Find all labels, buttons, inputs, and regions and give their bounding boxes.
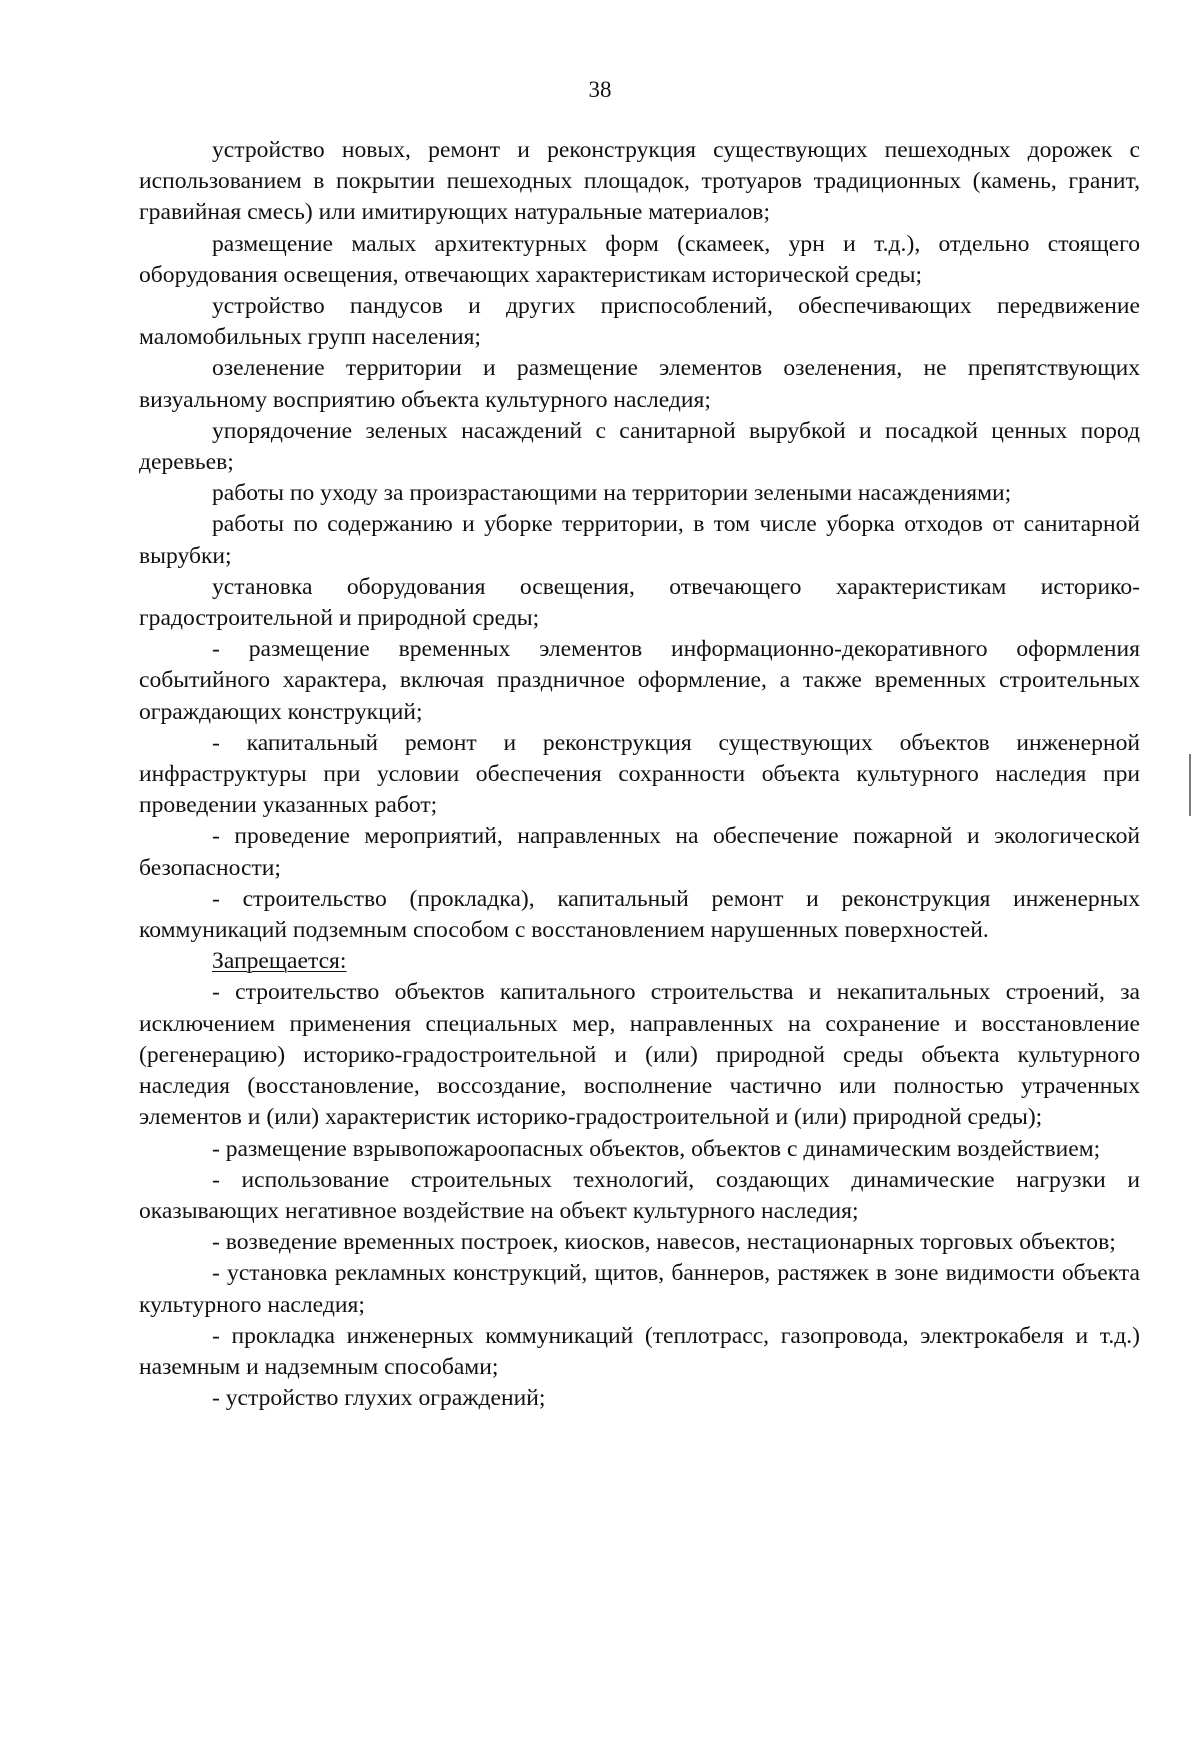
paragraph: работы по уходу за произрастающими на территории зелеными насаждениями; [212,480,1012,507]
paragraph: упорядочение зеленых насаждений с санитарной вырубкой и посадкой ценных пород деревьев; [139,417,1140,476]
list-item: - устройство глухих ограждений; [212,1385,546,1412]
paragraph: устройство пандусов и других приспособлений, обеспечивающих передвижение маломобильных групп населения; [139,293,1140,351]
scan-artifact-line [1189,754,1191,816]
list-item: - установка рекламных конструкций, щитов, баннеров, растяжек в зоне видимости объекта культурного наследия; [139,1260,1140,1318]
list-item: - проведение мероприятий, направленных на обеспечение пожарной и экологической безопасности; [139,823,1140,881]
list-item: - прокладка инженерных коммуникаций (теплотрасс, газопровода, электрокабеля и т.д.) наземным и надземным способами; [139,1322,1140,1380]
list-item: - строительство (прокладка), капитальный ремонт и реконструкция инженерных коммуникаций подземным способом с восстановлением нарушенных поверхностей. [139,885,1140,944]
paragraph: устройство новых, ремонт и реконструкция существующих пешеходных дорожек с использованием в покрытии пешеходных площадок, тротуаров традиционных (камень, гранит, гравийная смесь) или имитирующих натуральные материалов; [139,137,1140,226]
list-item: - использование строительных технологий, создающих динамические нагрузки и оказывающих негативное воздействие на объект культурного наследия; [139,1166,1140,1224]
list-item: - размещение взрывопожароопасных объектов, объектов с динамическим воздействием; [212,1135,1101,1162]
prohibited-heading-text: Запрещается: [212,948,347,975]
paragraph: работы по содержанию и уборке территории, в том числе уборка отходов от санитарной вырубки; [139,511,1140,569]
list-item: - капитальный ремонт и реконструкция существующих объектов инженерной инфраструктуры при условии обеспечения сохранности объекта культурного наследия при проведении указанных работ; [139,729,1140,819]
page-number: 38 [588,77,612,102]
paragraph: установка оборудования освещения, отвечающего характеристикам историко-градостроительной и природной среды; [139,573,1140,632]
paragraph: озеленение территории и размещение элементов озеленения, не препятствующих визуальному восприятию объекта культурного наследия; [139,355,1140,413]
prohibited-section-heading [139,946,1140,977]
list-item: - возведение временных построек, киосков, навесов, нестационарных торговых объектов; [212,1229,1116,1256]
paragraph: размещение малых архитектурных форм (скамеек, урн и т.д.), отдельно стоящего оборудования освещения, отвечающих характеристикам исторической среды; [139,230,1140,288]
list-item: - строительство объектов капитального строительства и некапитальных строений, за исключением применения специальных мер, направленных на сохранение и восстановление (регенерацию) историко-градостроительной и (или) природной среды объекта культурного наследия (восстановление, воссоздание, восполнение частично или полностью утраченных элементов и (или) характеристик историко-градостроительной и (или) природной среды); [139,979,1140,1131]
list-item: - размещение временных элементов информационно-декоративного оформления событийного характера, включая праздничное оформление, а также временных строительных ограждающих конструкций; [139,636,1140,725]
document-body [139,135,1140,1414]
